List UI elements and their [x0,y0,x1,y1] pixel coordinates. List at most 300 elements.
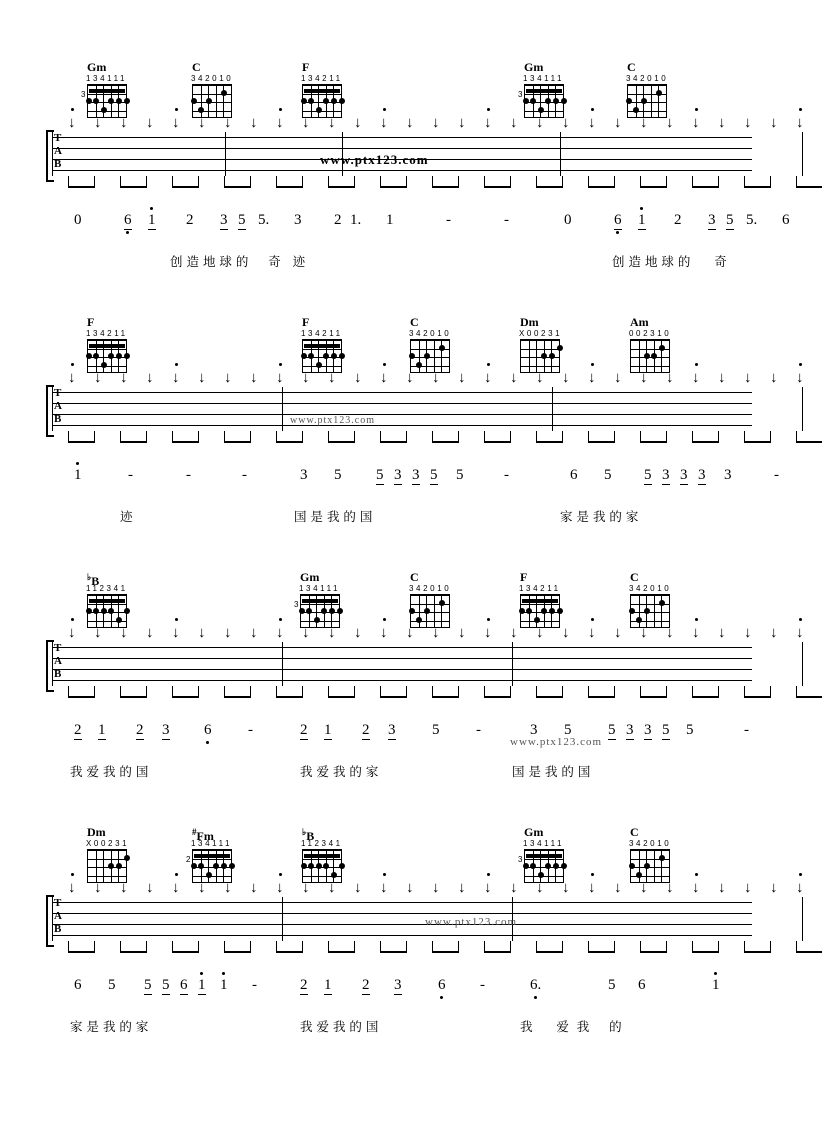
chord-diagram[interactable] [81,60,141,118]
bar-line[interactable] [552,387,553,431]
chord-dot[interactable] [561,98,567,104]
lyric-line[interactable]: 迹 [120,509,133,524]
beat-dot[interactable] [799,618,802,621]
staff-line[interactable] [52,403,752,404]
chord-dot[interactable] [339,353,345,359]
chord-fret-line[interactable] [301,604,339,605]
note-number[interactable]: 5 [608,722,616,738]
octave-dot-high[interactable] [76,462,79,465]
strum-arrow[interactable]: ↓ [692,370,700,386]
chord-barre[interactable] [304,89,340,93]
rhythm-beam[interactable] [640,441,666,443]
octave-dot-high[interactable] [640,207,643,210]
chord-dot[interactable] [557,345,563,351]
chord-name[interactable]: F [302,315,310,329]
strum-arrow[interactable]: ↓ [302,370,310,386]
rhythm-beam[interactable] [588,186,614,188]
strum-arrow[interactable]: ↓ [328,115,336,131]
rhythm-beam[interactable] [536,441,562,443]
chord-dot[interactable] [644,353,650,359]
note-number[interactable]: 5 [662,722,670,738]
strum-arrow[interactable]: ↓ [458,115,466,131]
chord-dot[interactable] [198,107,204,113]
staff-line[interactable] [52,669,752,670]
bar-line[interactable] [802,387,803,431]
rhythm-beam[interactable] [432,951,458,953]
chord-grid[interactable] [520,594,560,628]
note-number[interactable]: 6 [124,212,132,230]
staff-line[interactable] [52,913,752,914]
strum-arrow[interactable]: ↓ [510,625,518,641]
strum-arrow[interactable]: ↓ [380,880,388,896]
rhythm-stem[interactable] [94,686,95,698]
strum-arrow[interactable]: ↓ [588,115,596,131]
note-number[interactable]: 3 [724,467,732,483]
note-number[interactable]: 2 [136,722,144,738]
chord-dot[interactable] [530,863,536,869]
rhythm-beam[interactable] [224,441,250,443]
chord-fret-line[interactable] [628,102,666,103]
rhythm-beam[interactable] [120,951,146,953]
chord-dot[interactable] [316,863,322,869]
note-number[interactable]: 2 [186,212,194,228]
strum-arrow[interactable]: ↓ [432,625,440,641]
chord-name[interactable]: C [630,825,639,839]
beat-dot[interactable] [487,108,490,111]
note-number[interactable]: 5 [604,467,612,483]
chord-dot[interactable] [651,353,657,359]
rhythm-beam[interactable] [588,696,614,698]
rhythm-beam[interactable] [380,186,406,188]
note-number[interactable]: 1 [98,722,106,738]
chord-diagram[interactable] [85,825,141,883]
chord-diagram[interactable] [625,60,681,118]
chord-grid[interactable] [630,849,670,883]
chord-fret-line[interactable] [521,604,559,605]
chord-dot[interactable] [530,98,536,104]
note-number[interactable]: 0 [74,212,82,228]
chord-grid[interactable] [302,84,342,118]
chord-dot[interactable] [416,362,422,368]
chord-dot[interactable] [124,98,130,104]
strum-arrow[interactable]: ↓ [250,115,258,131]
chord-dot[interactable] [659,600,665,606]
strum-arrow[interactable]: ↓ [432,370,440,386]
chord-fret-line[interactable] [303,349,341,350]
note-number[interactable]: - [248,722,253,738]
chord-fret-line[interactable] [521,621,559,622]
beat-dot[interactable] [71,363,74,366]
chord-dot[interactable] [124,608,130,614]
rhythm-stem[interactable] [250,176,251,188]
beat-dot[interactable] [799,108,802,111]
rhythm-beam[interactable] [744,696,770,698]
chord-dot[interactable] [553,98,559,104]
beat-dot[interactable] [591,363,594,366]
chord-fret-line[interactable] [301,621,339,622]
chord-name[interactable]: ♭B [302,827,315,843]
bar-line[interactable] [225,132,226,176]
chord-dot[interactable] [424,353,430,359]
strum-arrow[interactable]: ↓ [510,115,518,131]
staff-line[interactable] [52,170,752,171]
strum-arrow[interactable]: ↓ [250,370,258,386]
chord-dot[interactable] [213,863,219,869]
rhythm-beam[interactable] [172,696,198,698]
rhythm-stem[interactable] [666,431,667,443]
note-number[interactable]: 2 [334,212,342,228]
strum-arrow[interactable]: ↓ [250,880,258,896]
chord-dot[interactable] [191,98,197,104]
chord-fingering[interactable]: 342010 [629,584,672,593]
numbered-notation-row[interactable] [52,212,790,236]
chord-dot[interactable] [321,608,327,614]
rhythm-stem[interactable] [250,941,251,953]
chord-fret-line[interactable] [525,876,563,877]
chord-grid[interactable] [518,849,564,883]
tab-label[interactable]: T A B [54,897,62,935]
rhythm-beam[interactable] [588,951,614,953]
note-number[interactable]: 5 [644,467,652,483]
beat-dot[interactable] [487,363,490,366]
chord-dot[interactable] [339,863,345,869]
chord-fingering[interactable]: X00231 [519,329,563,338]
octave-dot-low[interactable] [126,231,129,234]
chord-fret-line[interactable] [631,867,669,868]
bar-line[interactable] [282,387,283,431]
chord-dot[interactable] [301,98,307,104]
strum-arrow[interactable]: ↓ [770,625,778,641]
rhythm-beam[interactable] [172,951,198,953]
strum-arrow[interactable]: ↓ [536,625,544,641]
note-number[interactable]: 5 [726,212,734,228]
strum-arrow[interactable]: ↓ [692,115,700,131]
strum-arrow[interactable]: ↓ [380,370,388,386]
chord-dot[interactable] [636,617,642,623]
chord-fret-line[interactable] [525,111,563,112]
rhythm-beam[interactable] [744,441,770,443]
chord-fret-line[interactable] [88,349,126,350]
note-number[interactable]: 5 [686,722,694,738]
beat-dot[interactable] [799,873,802,876]
rhythm-stem[interactable] [614,941,615,953]
chord-dot[interactable] [93,353,99,359]
chord-fret-line[interactable] [193,859,231,860]
note-number[interactable]: - [504,212,509,228]
chord-dot[interactable] [101,608,107,614]
strum-arrow[interactable]: ↓ [120,625,128,641]
strum-arrow[interactable]: ↓ [718,370,726,386]
strum-arrow[interactable]: ↓ [770,115,778,131]
rhythm-stem[interactable] [354,176,355,188]
beat-dot[interactable] [71,618,74,621]
chord-dot[interactable] [545,98,551,104]
chord-dot[interactable] [323,863,329,869]
chord-dot[interactable] [329,608,335,614]
chord-dot[interactable] [523,863,529,869]
rhythm-beam[interactable] [68,186,94,188]
strum-arrow[interactable]: ↓ [302,625,310,641]
chord-fingering[interactable]: 342010 [626,74,669,83]
chord-barre-fret-label[interactable]: 2 [186,855,191,864]
rhythm-stem[interactable] [458,431,459,443]
beat-dot[interactable] [383,618,386,621]
chord-fret-line[interactable] [631,357,669,358]
strum-arrow[interactable]: ↓ [302,115,310,131]
note-number[interactable]: 1 [386,212,394,228]
note-number[interactable]: 3 [294,212,302,228]
note-number[interactable]: 5 [432,722,440,738]
chord-string-line[interactable] [449,341,450,372]
chord-dot[interactable] [308,98,314,104]
rhythm-stem[interactable] [146,431,147,443]
chord-name[interactable]: F [520,570,528,584]
rhythm-beam[interactable] [744,186,770,188]
strum-arrow[interactable]: ↓ [796,880,804,896]
beat-dot[interactable] [799,363,802,366]
lyric-line[interactable]: 我 爱 我 的 [520,1019,622,1034]
strum-arrow[interactable]: ↓ [354,880,362,896]
chord-fingering[interactable]: 342010 [191,74,234,83]
strum-arrow[interactable]: ↓ [250,625,258,641]
note-number[interactable]: - [480,977,485,993]
lyric-line[interactable]: 家 是 我 的 家 [560,509,639,524]
note-number[interactable]: - [128,467,133,483]
chord-dot[interactable] [221,90,227,96]
strum-arrow[interactable]: ↓ [536,880,544,896]
chord-fret-line[interactable] [631,612,669,613]
bar-line[interactable] [282,642,283,686]
beat-dot[interactable] [695,108,698,111]
strum-arrow[interactable]: ↓ [94,370,102,386]
rhythm-beam[interactable] [536,696,562,698]
rhythm-beam[interactable] [432,186,458,188]
beat-dot[interactable] [71,873,74,876]
chord-grid[interactable] [630,339,670,373]
note-number[interactable]: 5. [746,212,758,228]
rhythm-stem[interactable] [770,941,771,953]
chord-dot[interactable] [116,617,122,623]
chord-dot[interactable] [108,98,114,104]
note-number[interactable]: 1 [74,467,82,484]
strum-arrow[interactable]: ↓ [432,880,440,896]
strum-arrow[interactable]: ↓ [744,880,752,896]
rhythm-stem[interactable] [302,176,303,188]
staff-line[interactable] [52,680,752,681]
rhythm-stem[interactable] [510,176,511,188]
rhythm-stem[interactable] [406,686,407,698]
note-number[interactable]: 3 [662,467,670,483]
rhythm-beam[interactable] [484,696,510,698]
chord-grid[interactable] [87,849,127,883]
rhythm-beam[interactable] [328,186,354,188]
strum-arrow[interactable]: ↓ [146,880,154,896]
rhythm-stem[interactable] [406,431,407,443]
rhythm-beam[interactable] [276,696,302,698]
rhythm-stem[interactable] [770,176,771,188]
chord-dot[interactable] [549,608,555,614]
strum-arrow[interactable]: ↓ [458,880,466,896]
chord-diagram[interactable] [628,315,684,373]
strum-arrow[interactable]: ↓ [432,115,440,131]
rhythm-beam[interactable] [120,441,146,443]
chord-dot[interactable] [538,872,544,878]
rhythm-stem[interactable] [458,176,459,188]
chord-diagram[interactable] [518,315,574,373]
strum-arrow[interactable]: ↓ [146,625,154,641]
note-number[interactable]: - [774,467,779,483]
rhythm-stem[interactable] [666,176,667,188]
rhythm-stem[interactable] [562,941,563,953]
lyric-line[interactable]: 国 是 我 的 国 [512,764,591,779]
strum-arrow[interactable]: ↓ [692,880,700,896]
strum-arrow[interactable]: ↓ [276,880,284,896]
note-number[interactable]: 6 [614,212,622,230]
note-number[interactable]: 3 [394,467,402,483]
strum-arrow[interactable]: ↓ [354,370,362,386]
strum-arrow[interactable]: ↓ [146,370,154,386]
strum-arrow[interactable]: ↓ [406,370,414,386]
strum-arrow[interactable]: ↓ [744,370,752,386]
chord-string-line[interactable] [666,86,667,117]
chord-dot[interactable] [641,98,647,104]
rhythm-stem[interactable] [302,686,303,698]
rhythm-stem[interactable] [614,176,615,188]
strum-arrow[interactable]: ↓ [614,115,622,131]
note-number[interactable]: 3 [162,722,170,738]
chord-barre-fret-label[interactable]: 3 [294,600,299,609]
numbered-notation-row[interactable] [52,467,779,491]
strum-arrow[interactable]: ↓ [536,370,544,386]
strum-arrow[interactable]: ↓ [120,370,128,386]
chord-name[interactable]: Dm [520,315,539,329]
note-number[interactable]: 2 [300,722,308,738]
chord-fret-line[interactable] [303,111,341,112]
lyric-line[interactable]: 我 爱 我 的 国 [300,1019,379,1034]
strum-arrow[interactable]: ↓ [614,370,622,386]
rhythm-beam[interactable] [380,951,406,953]
rhythm-stem[interactable] [198,686,199,698]
chord-diagram[interactable] [190,60,246,118]
note-number[interactable]: 6 [180,977,188,993]
chord-grid[interactable] [81,84,127,118]
chord-dot[interactable] [416,617,422,623]
note-number[interactable]: 3 [644,722,652,738]
chord-dot[interactable] [656,90,662,96]
rhythm-stem[interactable] [354,431,355,443]
staff-line[interactable] [52,425,752,426]
strum-arrow[interactable]: ↓ [640,370,648,386]
beat-dot[interactable] [383,108,386,111]
strum-arrow[interactable]: ↓ [224,625,232,641]
rhythm-beam[interactable] [536,951,562,953]
chord-grid[interactable] [192,84,232,118]
chord-diagram[interactable] [300,60,356,118]
chord-dot[interactable] [316,362,322,368]
strum-arrow[interactable]: ↓ [224,880,232,896]
note-number[interactable]: 1. [350,212,362,228]
note-number[interactable]: 5 [376,467,384,483]
note-number[interactable]: 2 [300,977,308,993]
chord-diagram[interactable] [408,570,464,628]
rhythm-beam[interactable] [536,186,562,188]
chord-dot[interactable] [439,600,445,606]
chord-grid[interactable] [87,594,127,628]
beat-dot[interactable] [279,108,282,111]
chord-barre[interactable] [89,89,125,93]
strum-arrow[interactable]: ↓ [276,625,284,641]
strum-arrow[interactable]: ↓ [536,115,544,131]
chord-fingering[interactable]: 134111 [191,839,233,848]
chord-dot[interactable] [86,608,92,614]
bar-line[interactable] [52,132,53,176]
rhythm-beam[interactable] [380,696,406,698]
lyric-line[interactable]: 国 是 我 的 国 [294,509,373,524]
chord-dot[interactable] [331,353,337,359]
chord-dot[interactable] [339,98,345,104]
chord-name[interactable]: Dm [87,825,106,839]
strum-arrow[interactable]: ↓ [666,625,674,641]
strum-arrow[interactable]: ↓ [172,625,180,641]
note-number[interactable]: 1 [220,977,228,994]
bar-line[interactable] [52,897,53,941]
staff-line[interactable] [52,414,752,415]
beat-dot[interactable] [695,618,698,621]
note-number[interactable]: 6 [74,977,82,993]
chord-dot[interactable] [545,863,551,869]
rhythm-beam[interactable] [224,696,250,698]
strum-arrow[interactable]: ↓ [276,370,284,386]
chord-dot[interactable] [553,863,559,869]
rhythm-stem[interactable] [510,941,511,953]
chord-fingering[interactable]: 134211 [301,74,343,83]
strum-arrow[interactable]: ↓ [666,115,674,131]
rhythm-beam[interactable] [692,186,718,188]
chord-fret-line[interactable] [88,366,126,367]
strum-arrow[interactable]: ↓ [588,370,596,386]
chord-barre[interactable] [302,599,338,603]
numbered-notation-row[interactable] [52,722,752,746]
rhythm-stem[interactable] [510,686,511,698]
rhythm-stem[interactable] [770,431,771,443]
octave-dot-high[interactable] [150,207,153,210]
chord-dot[interactable] [409,608,415,614]
note-number[interactable]: 3 [388,722,396,738]
chord-name[interactable]: C [192,60,201,74]
rhythm-beam[interactable] [276,186,302,188]
beat-dot[interactable] [695,873,698,876]
rhythm-beam[interactable] [68,696,94,698]
chord-dot[interactable] [116,863,122,869]
rhythm-beam[interactable] [172,441,198,443]
note-number[interactable]: 3 [412,467,420,483]
chord-fingering[interactable]: 342010 [409,584,452,593]
rhythm-stem[interactable] [302,941,303,953]
lyric-line[interactable]: 我 爱 我 的 国 [70,764,149,779]
tab-staff[interactable] [52,625,804,686]
strum-arrow[interactable]: ↓ [718,115,726,131]
chord-name[interactable]: Gm [87,60,107,74]
rhythm-beam[interactable] [432,696,458,698]
chord-fret-line[interactable] [525,94,563,95]
note-number[interactable]: 3 [530,722,538,738]
chord-fret-line[interactable] [303,859,341,860]
watermark[interactable]: www.ptx123.com [425,916,518,928]
chord-dot[interactable] [93,608,99,614]
strum-arrow[interactable]: ↓ [510,880,518,896]
chord-diagram[interactable] [85,315,141,373]
rhythm-beam[interactable] [172,186,198,188]
